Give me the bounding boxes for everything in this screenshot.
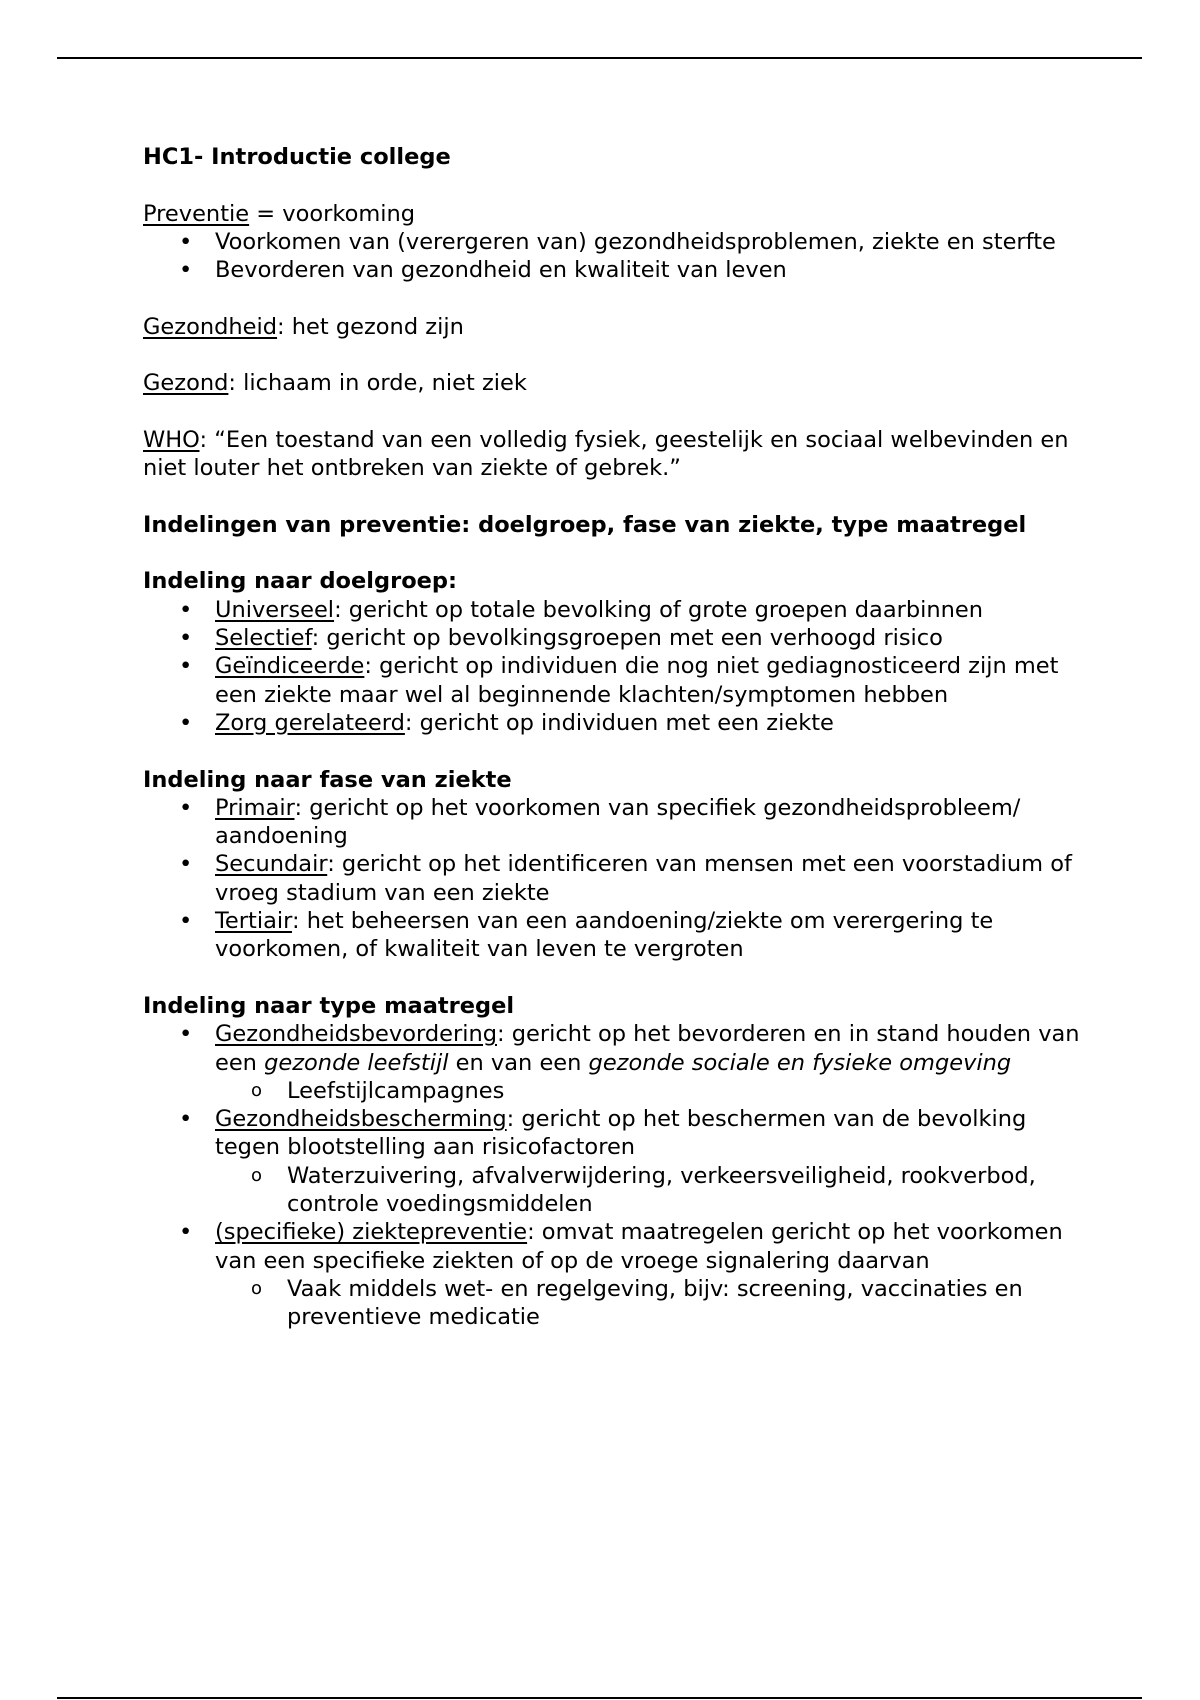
list-item: • Bevorderen van gezondheid en kwaliteit van leven [143, 256, 1093, 284]
list-item: • Gezondheidsbevordering: gericht op het bevorderen en in stand houden van een gezonde leefstijl en van een gezonde sociale en fysieke omgeving o Leefstijlcampagnes [143, 1020, 1093, 1105]
list-item: • Geïndiceerde: gericht op individuen die nog niet gediagnosticeerd zijn met een ziekte maar wel al beginnende klachten/symptomen hebben [143, 652, 1093, 709]
who-term: WHO [143, 426, 200, 453]
sub-list [215, 1275, 1093, 1332]
page-title: HC1- Introductie college [143, 144, 451, 170]
sub-list-item: o Leefstijlcampagnes [215, 1077, 1093, 1105]
preventie-definition: Preventie = voorkoming [143, 200, 416, 227]
fase-heading: Indeling naar fase van ziekte [143, 766, 512, 793]
list-item: • Gezondheidsbescherming: gericht op het beschermen van de bevolking tegen blootstelling aan risicofactoren o Waterzuivering, afvalverwijdering, verkeersveiligheid, rookverbod, controle voedingsmiddelen [143, 1105, 1093, 1218]
indelingen-heading: Indelingen van preventie: doelgroep, fase van ziekte, type maatregel [143, 511, 1027, 538]
who-definition: WHO: “Een toestand van een volledig fysiek, geestelijk en sociaal welbevinden en niet louter het ontbreken van ziekte of gebrek.” [143, 426, 1069, 482]
doelgroep-heading: Indeling naar doelgroep: [143, 568, 458, 595]
list-item: • Selectief: gericht op bevolkingsgroepen met een verhoogd risico [143, 624, 1093, 652]
maatregel-list [143, 1020, 1093, 1331]
sub-list [215, 1077, 1093, 1105]
list-item: • Universeel: gericht op totale bevolking of grote groepen daarbinnen [143, 596, 1093, 624]
sub-list-item: o Waterzuivering, afvalverwijdering, verkeersveiligheid, rookverbod, controle voedingsmiddelen [215, 1162, 1093, 1219]
doelgroep-list [143, 596, 1093, 737]
footer-rule [57, 1697, 1142, 1699]
list-item: • Tertiair: het beheersen van een aandoening/ziekte om verergering te voorkomen, of kwaliteit van leven te vergroten [143, 907, 1093, 964]
list-item: • Primair: gericht op het voorkomen van specifiek gezondheidsprobleem/ aandoening [143, 794, 1093, 851]
list-item: • Zorg gerelateerd: gericht op individuen met een ziekte [143, 709, 1093, 737]
gezondheid-term: Gezondheid [143, 313, 278, 340]
preventie-term: Preventie [143, 200, 250, 227]
list-item: • Voorkomen van (verergeren van) gezondheidsproblemen, ziekte en sterfte [143, 228, 1093, 256]
document-body [143, 143, 1093, 1331]
list-item: • (specifieke) ziektepreventie: omvat maatregelen gericht op het voorkomen van een specifieke ziekten of op de vroege signalering daarvan o Vaak middels wet- en regelgeving, bijv: screening, vaccinaties en preventieve medicatie [143, 1218, 1093, 1331]
gezond-term: Gezond [143, 370, 229, 397]
sub-list [215, 1162, 1093, 1219]
preventie-list [143, 228, 1093, 285]
fase-list [143, 794, 1093, 964]
header-rule [57, 57, 1142, 59]
maatregel-heading: Indeling naar type maatregel [143, 992, 515, 1019]
gezondheid-definition: Gezondheid: het gezond zijn [143, 313, 464, 340]
gezond-definition: Gezond: lichaam in orde, niet ziek [143, 370, 527, 397]
sub-list-item: o Vaak middels wet- en regelgeving, bijv: screening, vaccinaties en preventieve medicatie [215, 1275, 1093, 1332]
list-item: • Secundair: gericht op het identificeren van mensen met een voorstadium of vroeg stadium van een ziekte [143, 850, 1093, 907]
